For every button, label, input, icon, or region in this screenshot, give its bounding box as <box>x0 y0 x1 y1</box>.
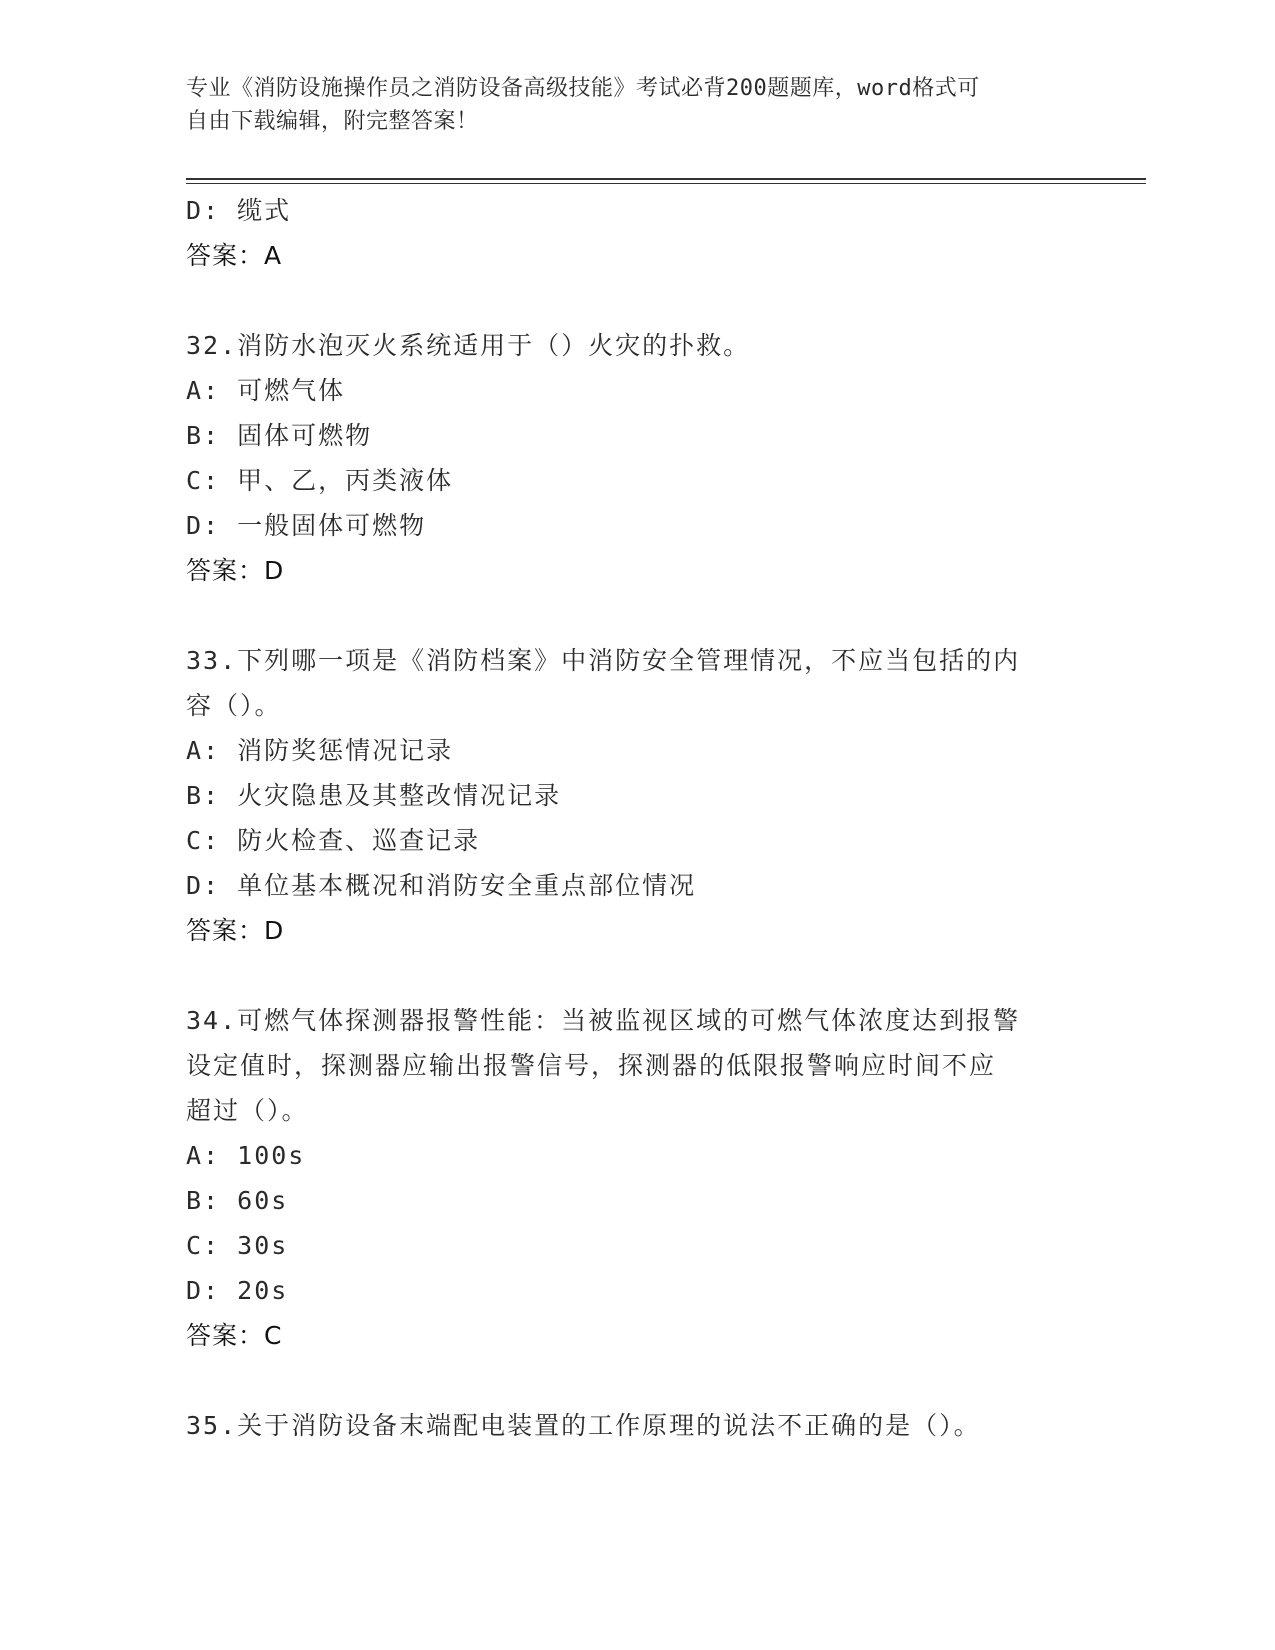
header-line-2: 自由下载编辑，附完整答案！ <box>186 109 479 134</box>
option-b: B: 固体可燃物 <box>186 421 373 450</box>
option-c: C: 防火检查、巡查记录 <box>186 826 481 855</box>
question-stem-line-2: 容（）。 <box>186 691 282 720</box>
question-stem: 35.关于消防设备末端配电装置的工作原理的说法不正确的是（）。 <box>186 1411 981 1440</box>
question-33 <box>186 638 1086 953</box>
question-32 <box>186 323 1086 593</box>
prev-answer: 答案：A <box>186 241 283 270</box>
header-divider-thin <box>186 183 1146 184</box>
option-c: C: 甲、乙，丙类液体 <box>186 466 454 495</box>
question-stem-line-3: 超过（）。 <box>186 1096 309 1125</box>
option-a: A: 100s <box>186 1141 306 1170</box>
answer: 答案：C <box>186 1321 283 1350</box>
prev-option-d: D: 缆式 <box>186 196 292 225</box>
option-b: B: 火灾隐患及其整改情况记录 <box>186 781 562 810</box>
answer: 答案：D <box>186 556 285 585</box>
option-a: A: 可燃气体 <box>186 376 346 405</box>
option-b: B: 60s <box>186 1186 289 1215</box>
question-stem-line-1: 34.可燃气体探测器报警性能：当被监视区域的可燃气体浓度达到报警 <box>186 1006 1021 1035</box>
question-stem-line-1: 33.下列哪一项是《消防档案》中消防安全管理情况，不应当包括的内 <box>186 646 1021 675</box>
header-line-1: 专业《消防设施操作员之消防设备高级技能》考试必背200题题库，word格式可 <box>186 76 980 101</box>
question-stem-line-2: 设定值时，探测器应输出报警信号，探测器的低限报警响应时间不应 <box>186 1051 997 1080</box>
header-divider-thick <box>186 178 1146 180</box>
option-c: C: 30s <box>186 1231 289 1260</box>
option-d: D: 20s <box>186 1276 289 1305</box>
question-35 <box>186 1403 1086 1448</box>
question-34 <box>186 998 1086 1358</box>
option-a: A: 消防奖惩情况记录 <box>186 736 454 765</box>
page-header <box>186 72 1066 138</box>
question-stem: 32.消防水泡灭火系统适用于（）火灾的扑救。 <box>186 331 751 360</box>
option-d: D: 一般固体可燃物 <box>186 511 427 540</box>
question-list <box>186 188 1086 1448</box>
answer: 答案：D <box>186 916 285 945</box>
option-d: D: 单位基本概况和消防安全重点部位情况 <box>186 871 697 900</box>
